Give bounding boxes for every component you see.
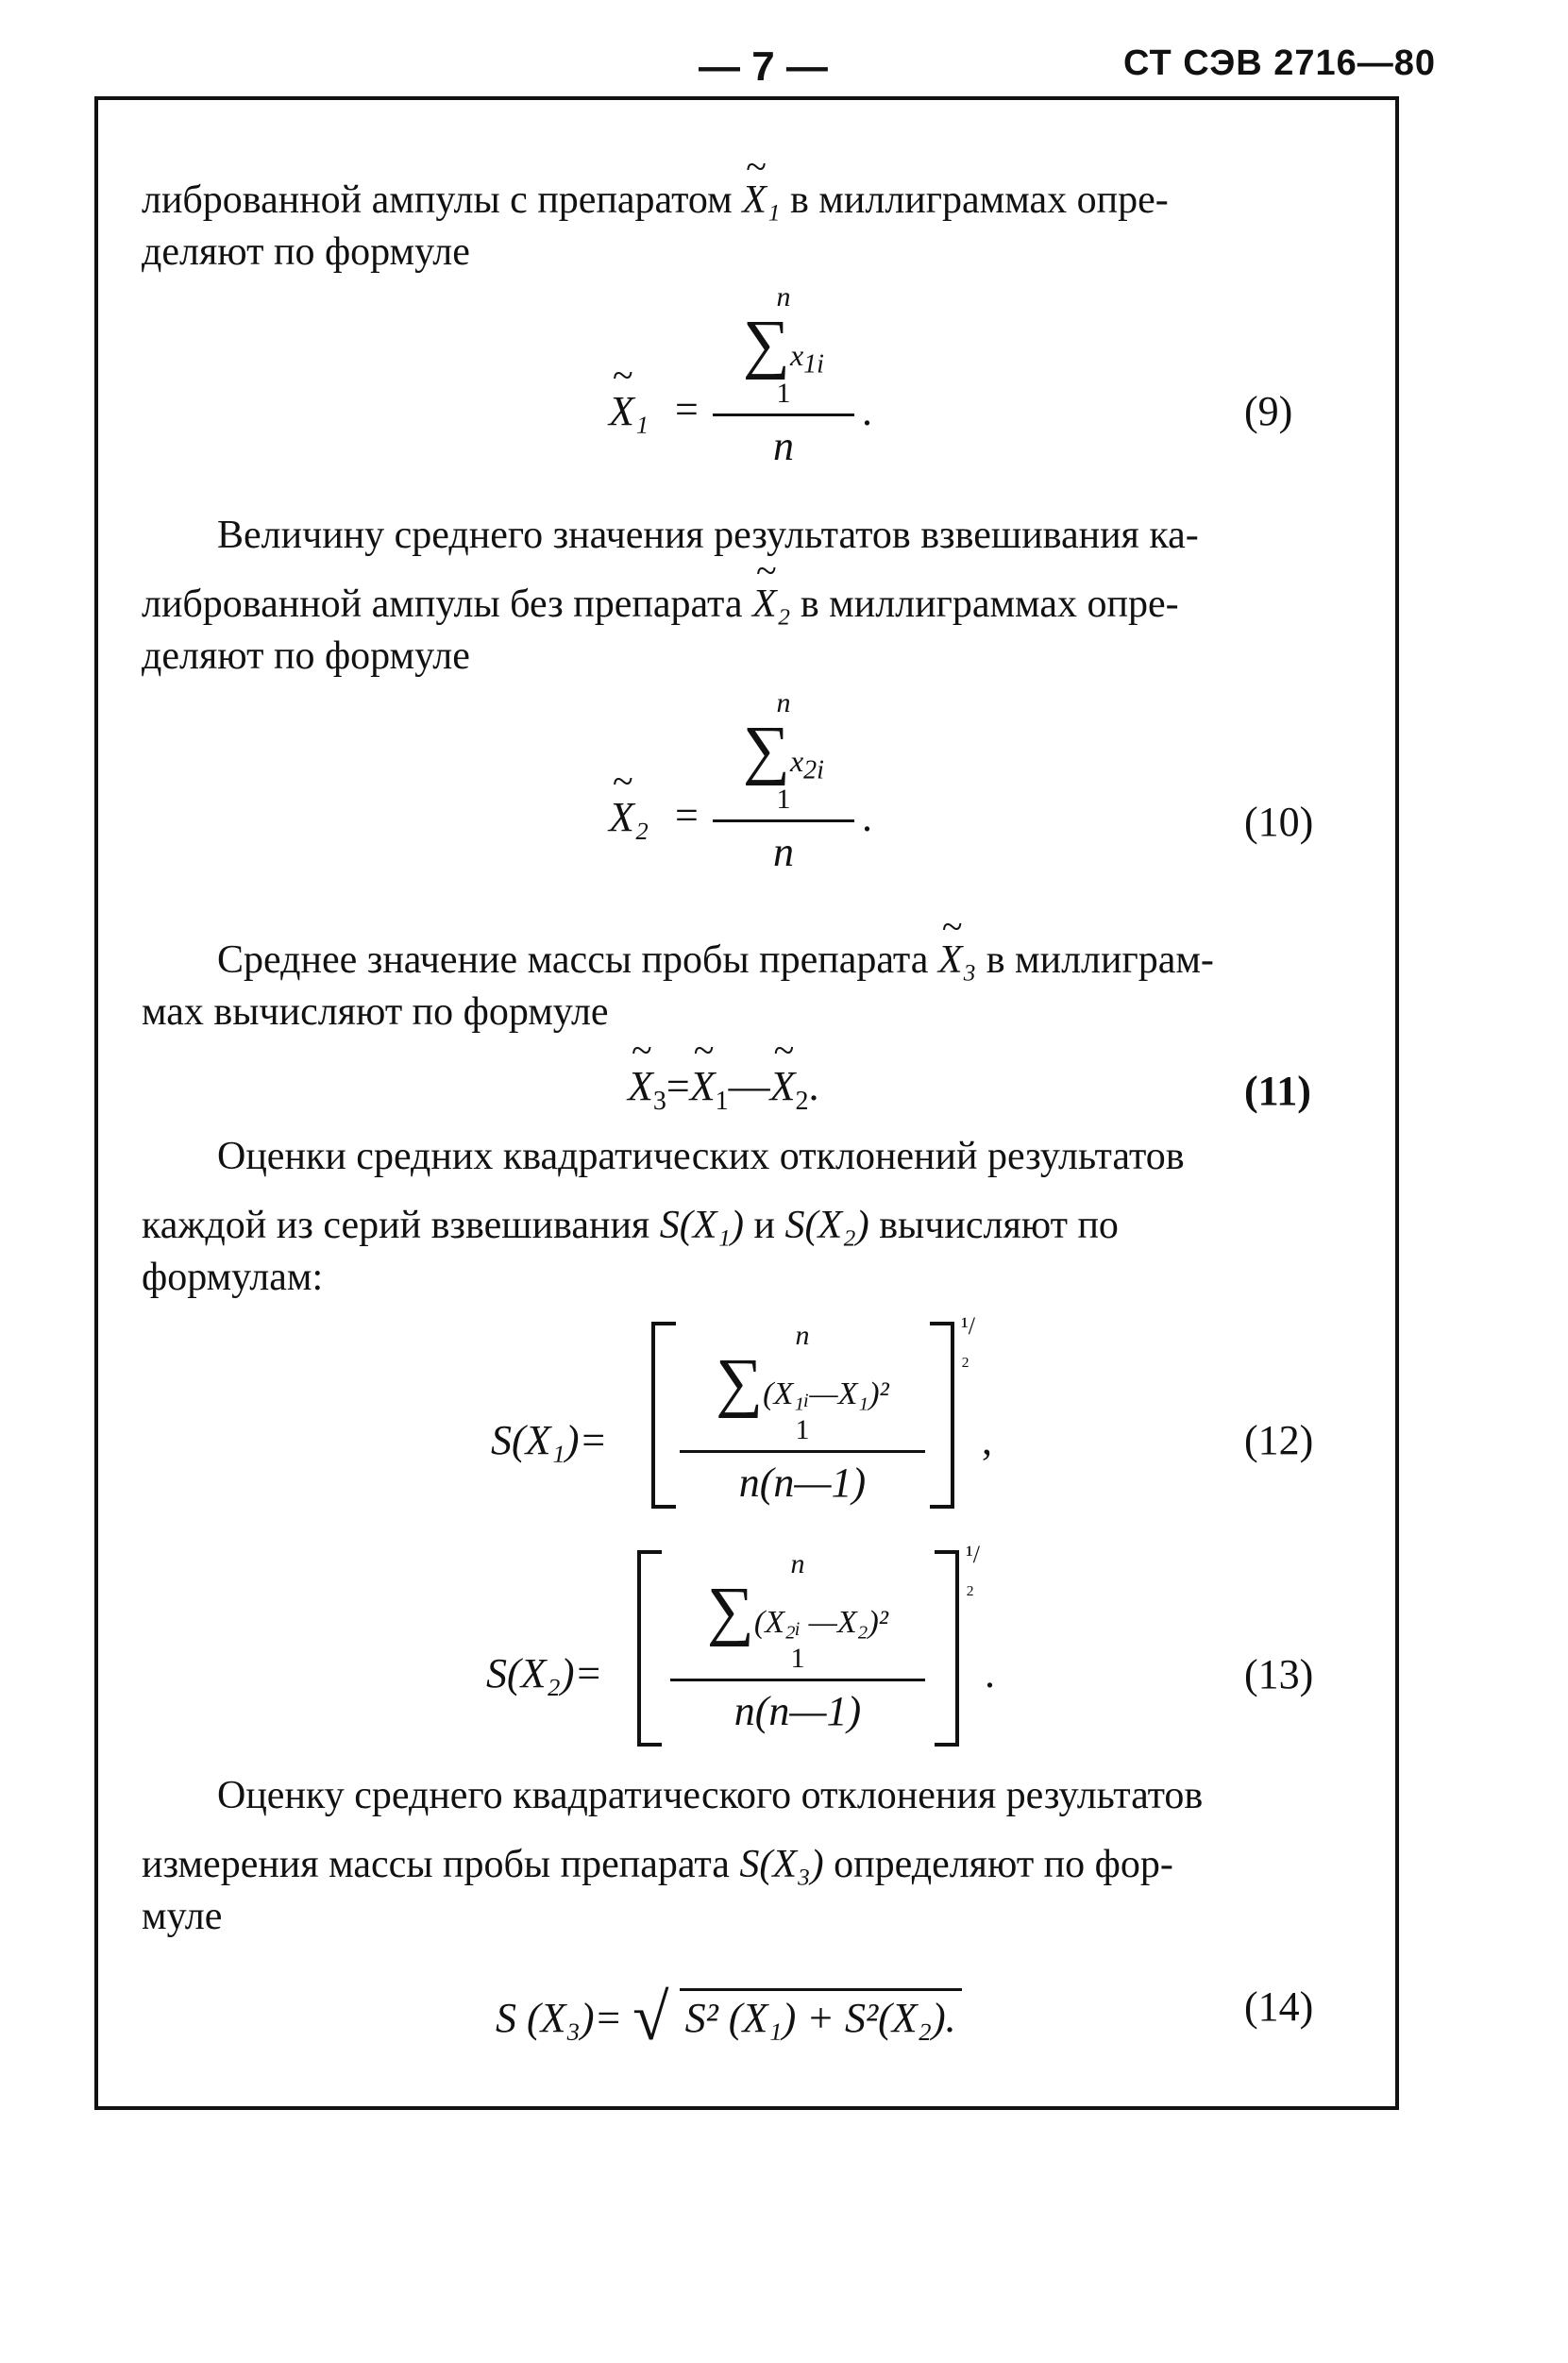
equation-number-14: (14) [1244,1983,1314,2030]
symbol-x2: ~ X₂ [752,579,790,631]
paragraph-3: Среднее значение массы пробы препарата ~ X₃ в миллиграм- мах вычисляют по формуле [142,935,1350,1038]
equation-number-11: (11) [1244,1068,1311,1114]
equation-number-12: (12) [1244,1417,1314,1463]
symbol-sx2: S(X₂) [784,1204,869,1247]
paragraph-4: Оценки средних квадратических отклонений результатов каждой из серий взвешивания S(X₁) и S(X₂) вычисляют по формулам: [142,1135,1185,1299]
paragraph-1: либрованной ампулы с препаратом ~ X₁ в миллиграммах опре- деляют по формуле [142,175,1350,278]
symbol-x1: ~ X₁ [742,175,780,227]
symbol-x3: ~ X₃ [938,935,976,987]
equation-number-9: (9) [1244,388,1293,434]
equation-number-13: (13) [1244,1651,1314,1697]
paragraph-2: Величину среднего значения результатов взвешивания ка- либрованной ампулы без препарата ~ X₂ в миллиграммах опре- деляют по формуле [142,510,1350,683]
equation-number-10: (10) [1244,799,1314,845]
equation-14: S (X₃)= √ S² (X₁) + S²(X₂). [496,1973,962,2049]
symbol-sx3: S(X₃) [739,1843,824,1886]
equation-11: ~ $X_3=\sim$ $X_1—\sim$ $X_2$. [628,1062,819,1117]
symbol-sx1: S(X₁) [659,1204,744,1247]
standard-code: СТ СЭВ 2716—80 [1123,43,1437,83]
page-number: — 7 — [699,43,828,90]
paragraph-5: Оценку среднего квадратического отклонения результатов измерения массы пробы препарата S(X₃) определяют по фор- муле [142,1774,1204,1938]
